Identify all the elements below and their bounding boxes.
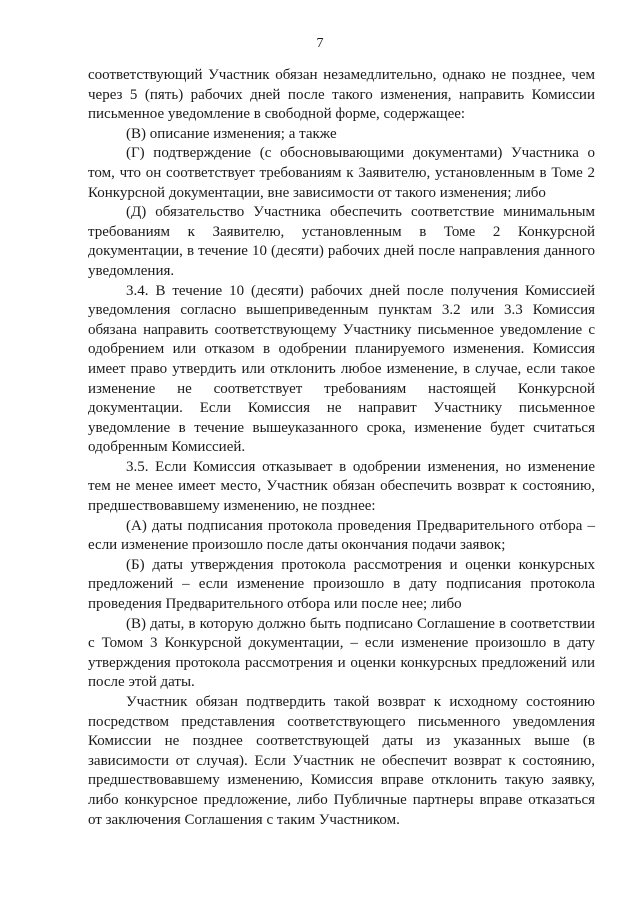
list-item-g-confirmation: (Г) подтверждение (с обосновывающими документами) Участника о том, что он соответствует требованиям к Заявителю, установленным в Томе 2 Конкурсной документации, вне зависимости от такого изменения; либо — [88, 145, 595, 201]
clause-3-4: 3.4. В течение 10 (десяти) рабочих дней после получения Комиссией уведомления согласно вышеприведенным пунктам 3.2 или 3.3 Комиссия обязана направить соответствующему Участнику письменное уведомление с одобрением или отказом в одобрении планируемого изменения. Комиссия имеет право утвердить или отклонить любое изменение, в случае, если такое изменение не соответствует требованиям настоящей Конкурсной документации. Если Комиссия не направит Участнику письменное уведомление в течение вышеуказанного срока, изменение будет считаться одобренным Комиссией. — [88, 282, 595, 456]
list-item-v-agreement-date: (В) даты, в которую должно быть подписано Соглашение в соответствии с Томом 3 Конкурсной документации, – если изменение произошло в дату утверждения протокола рассмотрения и оценки конкурсных предложений или после этой даты. — [88, 615, 595, 691]
list-item-v-description: (В) описание изменения; а также — [126, 125, 337, 142]
paragraph-continuation: соответствующий Участник обязан незамедлительно, однако не позднее, чем через 5 (пять) рабочих дней после такого изменения, направить Комиссии письменное уведомление в свободной форме, содержащее: — [88, 67, 595, 123]
closing-paragraph: Участник обязан подтвердить такой возврат к исходному состоянию посредством представления соответствующего письменного уведомления Комиссии не позднее соответствующей даты из указанных выше (в зависимости от случая). Если Участник не обеспечит возврат к состоянию, предшествовавшему изменению, Комиссия вправе отклонить такую заявку, либо конкурсное предложение, либо Публичные партнеры вправе отказаться от заключения Соглашения с таким Участником. — [88, 694, 595, 828]
clause-3-5: 3.5. Если Комиссия отказывает в одобрении изменения, но изменение тем не менее имеет место, Участник обязан обеспечить возврат к состоянию, предшествовавшему изменению, не позднее: — [88, 458, 595, 515]
page-number: 7 — [316, 36, 324, 51]
list-item-a-preliminary-selection: (А) даты подписания протокола проведения Предварительного отбора – если изменение произошло после даты окончания подачи заявок; — [88, 517, 595, 554]
document-body — [88, 66, 595, 830]
list-item-b-evaluation-protocol: (Б) даты утверждения протокола рассмотрения и оценки конкурсных предложений – если изменение произошло в дату подписания протокола проведения Предварительного отбора или после нее; либо — [88, 556, 595, 613]
list-item-d-obligation: (Д) обязательство Участника обеспечить соответствие минимальным требованиям к Заявителю, установленным в Томе 2 Конкурсной документации, в течение 10 (десяти) рабочих дней после направления данного уведомления. — [88, 204, 595, 279]
